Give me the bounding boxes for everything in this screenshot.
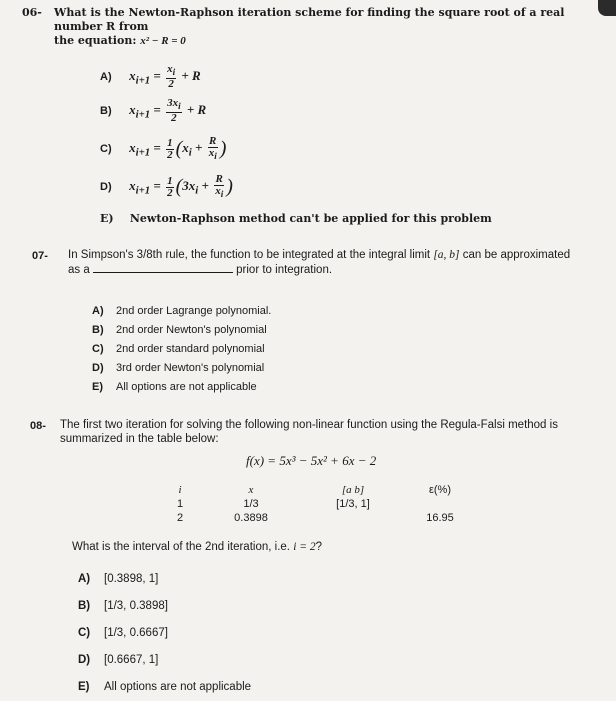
option-c[interactable]: C) $x_{i+1}$ = $\frac{1}{2}$ ($x_i$ + $\frac{R}{x_i}$ ) — [100, 135, 227, 162]
question-text: The first two iteration for solving the following non-linear function using the Regula-Falsi method is summarized in the table below: — [60, 419, 558, 445]
table-header-row: i x [a b] ε(%) — [178, 484, 451, 496]
function-equation: f(x) = 5x³ − 5x² + 6x − 2 — [246, 453, 377, 468]
option-a[interactable]: A) 2nd order Lagrange polynomial. — [92, 305, 272, 317]
question-number: 06- — [22, 6, 42, 19]
option-b[interactable]: B) $x_{i+1}$ = $\frac{3x_i}{2}$ + R — [100, 97, 207, 125]
page-corner-mark — [598, 0, 616, 16]
option-d[interactable]: D) $x_{i+1}$ = $\frac{1}{2}$ ($3x_i$ + $\frac{R}{x_i}$ ) — [100, 173, 233, 200]
equation: x² − R = 0 — [140, 35, 186, 47]
option-b[interactable]: B) [1/3, 0.3898] — [78, 600, 168, 612]
answer-blank — [93, 262, 233, 273]
option-d[interactable]: D) [0.6667, 1] — [78, 654, 159, 666]
option-c[interactable]: C) [1/3, 0.6667] — [78, 627, 168, 639]
iteration-table — [160, 483, 476, 525]
option-a[interactable]: A) [0.3898, 1] — [78, 573, 159, 585]
table-row: 2 0.3898 16.95 — [176, 512, 454, 524]
option-e[interactable]: E) All options are not applicable — [78, 681, 252, 693]
question-number: 08- — [30, 420, 46, 432]
option-e[interactable]: E) Newton-Raphson method can't be applied for this problem — [100, 212, 492, 225]
question-text: What is the Newton-Raphson iteration scheme for finding the square root of a real number R from the equation: x² − R = 0 — [54, 6, 565, 47]
option-b[interactable]: B) 2nd order Newton's polynomial — [92, 324, 267, 336]
table-row: 1 1/3 [1/3, 1] — [176, 498, 370, 510]
option-a[interactable]: A) $x_{i+1}$ = $\frac{x_i}{2}$ + R — [100, 63, 201, 91]
options-list — [78, 566, 251, 701]
option-e[interactable]: E) All options are not applicable — [92, 381, 257, 393]
question-number: 07- — [32, 250, 48, 262]
option-c[interactable]: C) 2nd order standard polynomial — [92, 343, 265, 355]
option-d[interactable]: D) 3rd order Newton's polynomial — [92, 362, 265, 374]
options-list — [92, 302, 271, 397]
sub-question: What is the interval of the 2nd iteration, i.e. i = 2? — [72, 541, 323, 553]
question-text: In Simpson's 3/8th rule, the function to be integrated at the integral limit [a, b] can be approximated as a prior to integration. — [68, 249, 571, 276]
